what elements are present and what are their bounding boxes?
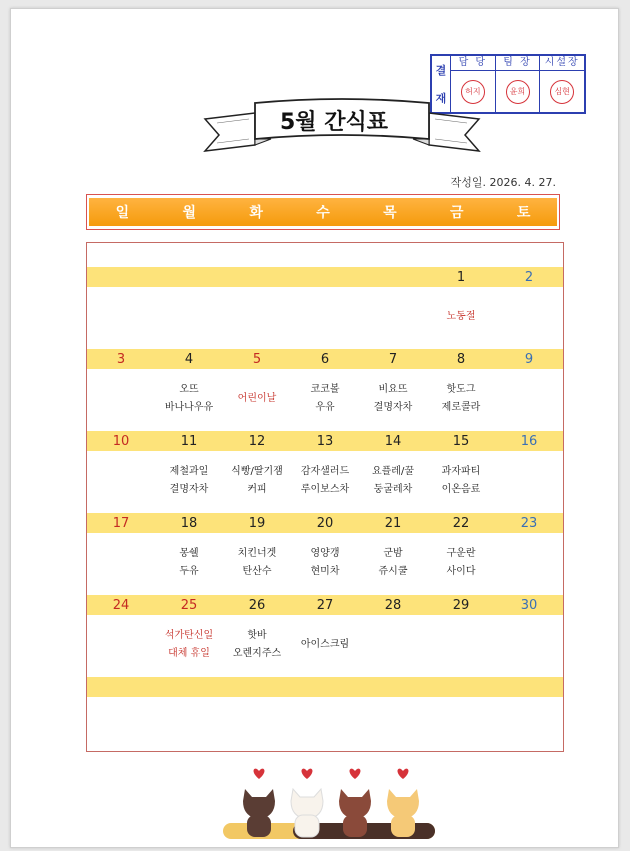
calendar-week: [87, 677, 563, 757]
day-number: 25: [180, 597, 198, 613]
snack-item: 바나나우유: [164, 402, 214, 413]
snack-cell: [155, 627, 223, 663]
day-number: 20: [316, 515, 334, 531]
weekday-label: 수: [316, 205, 330, 221]
document-page: [10, 8, 619, 848]
snack-cell: [291, 545, 359, 581]
approval-column: 팀 장 윤희: [496, 56, 541, 112]
day-number: 18: [180, 515, 198, 531]
snack-item: 영양갱: [310, 548, 340, 559]
snack-item: 비요뜨: [378, 384, 408, 395]
day-number: 11: [180, 433, 198, 449]
snack-cell: [155, 381, 223, 417]
day-number: 12: [248, 433, 266, 449]
day-number: 2: [524, 269, 534, 285]
day-number: 21: [384, 515, 402, 531]
day-number: 14: [384, 433, 402, 449]
calendar-week: [87, 513, 563, 593]
snack-cell: [223, 545, 291, 581]
snack-cell: [291, 381, 359, 417]
snack-cell: [427, 308, 495, 326]
snack-item: 몽쉘: [179, 548, 199, 559]
calendar-week: [87, 595, 563, 675]
day-number: 29: [452, 597, 470, 613]
snack-cell: [359, 463, 427, 499]
snack-item: 제로콜라: [441, 402, 481, 413]
day-number: 28: [384, 597, 402, 613]
snack-item: 노동절: [446, 311, 476, 322]
weekday-label: 화: [249, 205, 263, 221]
snack-item: 루이보스차: [300, 484, 350, 495]
snack-item: 치킨너겟: [237, 548, 277, 559]
snack-item: 결명자차: [373, 402, 413, 413]
snack-item: 코코볼: [310, 384, 340, 395]
approval-column: 담 당 허지: [451, 56, 496, 112]
snack-item: 사이다: [446, 566, 476, 577]
snack-item: 구운란: [446, 548, 476, 559]
snack-cell: [291, 463, 359, 499]
day-number: 13: [316, 433, 334, 449]
snack-cell: [223, 627, 291, 663]
day-number: 24: [112, 597, 130, 613]
snack-cell: [155, 545, 223, 581]
approval-column: 시설장 심현: [540, 56, 584, 112]
snack-cell: [359, 545, 427, 581]
snack-item: 과자파티: [441, 466, 481, 477]
snack-cell: [223, 463, 291, 499]
snack-item: 요플레/꿀: [371, 466, 414, 477]
day-number: 6: [320, 351, 330, 367]
day-number: 1: [456, 269, 466, 285]
seal-stamp: 허지: [461, 80, 485, 104]
day-number: 30: [520, 597, 538, 613]
snack-item: 결명자차: [169, 484, 209, 495]
day-number: 23: [520, 515, 538, 531]
snack-item: 쥬시쿨: [378, 566, 408, 577]
snack-item: 둥굴레차: [373, 484, 413, 495]
snack-item: 어린이날: [237, 393, 277, 404]
day-number: 16: [520, 433, 538, 449]
calendar-week: [87, 349, 563, 429]
page-title: 5월 간식표: [280, 109, 388, 135]
seal-stamp: 심현: [550, 80, 574, 104]
snack-item: 대체 휴일: [168, 648, 210, 659]
snack-item: 오렌지주스: [232, 648, 282, 659]
snack-item: 핫도그: [446, 384, 476, 395]
snack-cell: [427, 463, 495, 499]
snack-cell: [155, 463, 223, 499]
weekday-label: 금: [449, 205, 464, 221]
snack-item: 오뜨: [179, 384, 199, 395]
snack-item: 이온음료: [441, 484, 481, 495]
day-number: 3: [116, 351, 126, 367]
snack-item: 감자샐러드: [300, 466, 350, 477]
day-number: 17: [112, 515, 130, 531]
snack-item: 아이스크림: [300, 639, 350, 650]
snack-cell: [223, 390, 291, 408]
day-number: 7: [388, 351, 398, 367]
seal-stamp: 윤희: [506, 80, 530, 104]
day-number: 9: [524, 351, 534, 367]
snack-item: 석가탄신일: [164, 630, 214, 641]
created-date: 작성일. 2026. 4. 27.: [450, 176, 556, 189]
snack-item: 제철과일: [169, 466, 209, 477]
weekday-label: 목: [383, 205, 397, 221]
snack-item: 현미차: [310, 566, 340, 577]
snack-item: 군밤: [383, 548, 403, 559]
day-number: 19: [248, 515, 266, 531]
snack-item: 두유: [179, 566, 199, 577]
day-number: 5: [252, 351, 262, 367]
day-number: 10: [112, 433, 130, 449]
snack-cell: [291, 636, 359, 654]
snack-cell: [359, 381, 427, 417]
day-number: 4: [184, 351, 194, 367]
calendar-week: [87, 267, 563, 347]
weekday-label: 일: [115, 205, 130, 221]
snack-item: 식빵/딸기잼: [231, 466, 283, 477]
day-number: 26: [248, 597, 266, 613]
snack-item: 커피: [247, 484, 267, 495]
snack-item: 우유: [315, 402, 335, 413]
day-number: 15: [452, 433, 470, 449]
snack-item: 탄산수: [242, 566, 272, 577]
approval-side-label: 결 재: [432, 56, 451, 112]
calendar-week: [87, 431, 563, 511]
weekday-header: [86, 194, 560, 230]
snack-cell: [427, 545, 495, 581]
weekday-label: 월: [182, 205, 197, 221]
title-ribbon: [197, 95, 487, 161]
snack-cell: [427, 381, 495, 417]
weekday-label: 토: [516, 205, 531, 221]
day-number: 8: [456, 351, 466, 367]
day-number: 22: [452, 515, 470, 531]
calendar-grid: [86, 242, 564, 752]
snack-item: 핫바: [247, 630, 267, 641]
cats-illustration: [219, 761, 443, 845]
cats-with-hearts-icon: [219, 761, 443, 845]
day-number: 27: [316, 597, 334, 613]
